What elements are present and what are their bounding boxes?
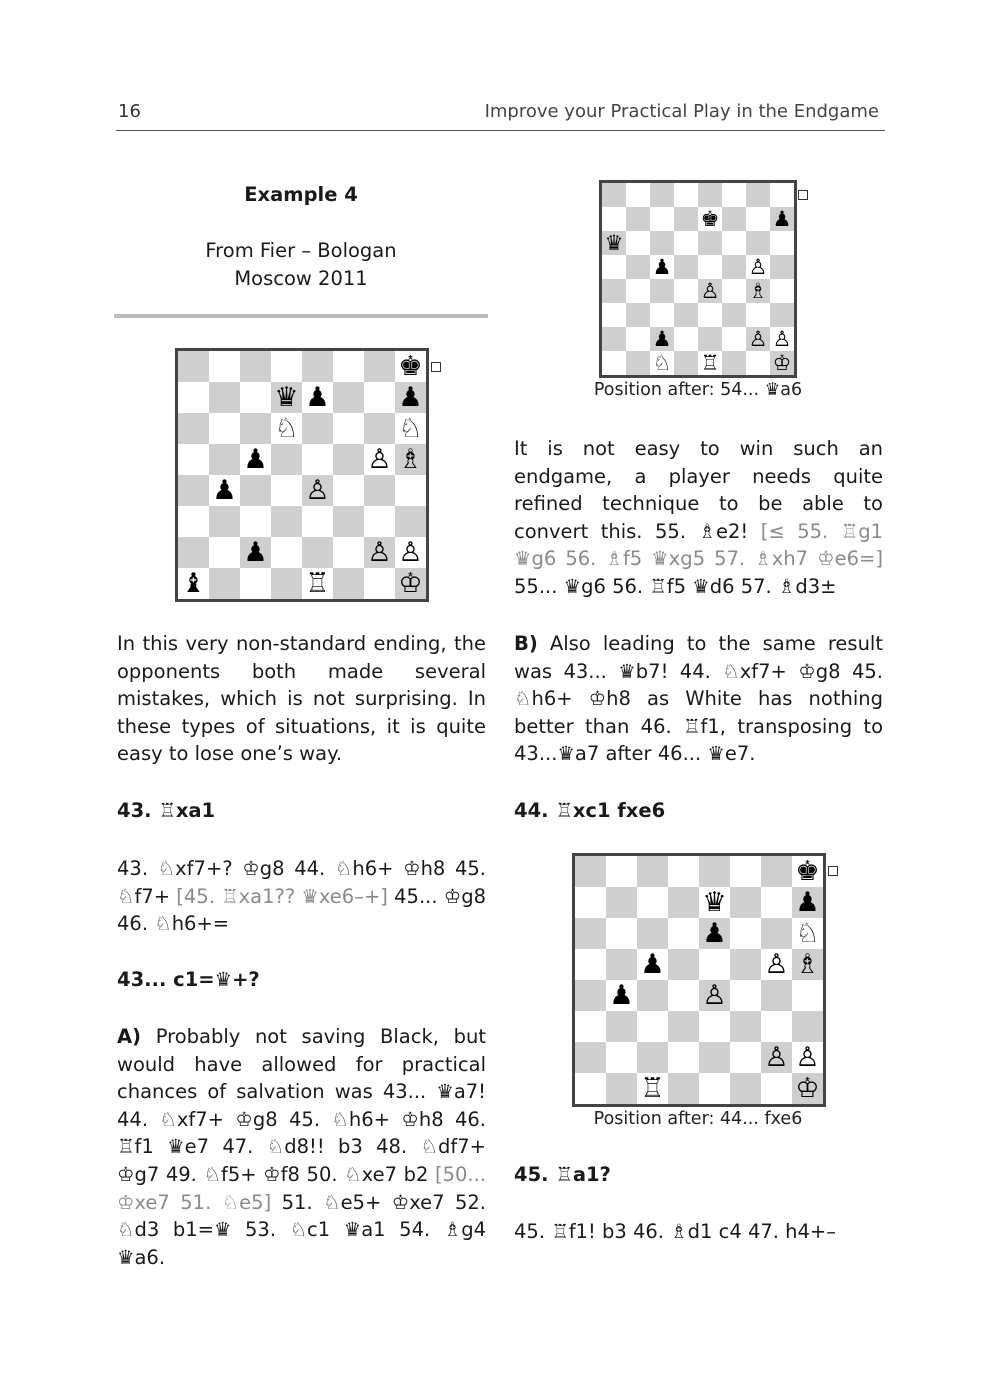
square-f6 [730,918,761,949]
square-d1 [668,1073,699,1104]
chess-board-3 [572,853,826,1107]
black-pawn-icon: ♟ [243,444,268,475]
square-d7 [271,382,302,413]
square-c1 [637,1073,668,1104]
black-pawn-icon: ♟ [640,949,665,980]
square-h2 [770,327,794,351]
square-b4 [626,279,650,303]
square-c6 [650,231,674,255]
white-bishop-icon: ♗ [398,444,423,475]
square-f8 [730,856,761,887]
square-b2 [626,327,650,351]
white-pawn-icon: ♙ [748,326,768,351]
square-a8 [178,351,209,382]
white-pawn-icon: ♙ [305,475,330,506]
square-f7 [730,887,761,918]
square-a1 [575,1073,606,1104]
move-heading: 43. ♖xa1 [117,799,216,822]
square-h3 [770,303,794,327]
white-to-move-marker [828,866,838,876]
sideline-text: [50... ♔xe7 51. ♘e5] [117,1162,486,1214]
black-king-icon: ♚ [398,351,423,382]
square-g4 [364,475,395,506]
square-d8 [674,183,698,207]
square-a2 [575,1042,606,1073]
square-e4 [302,475,333,506]
square-d7 [674,207,698,231]
square-g2 [746,327,770,351]
square-b6 [626,231,650,255]
square-d5 [668,949,699,980]
square-a4 [178,475,209,506]
square-g5 [746,255,770,279]
black-pawn-icon: ♟ [772,206,792,231]
square-e7 [699,887,730,918]
white-pawn-icon: ♙ [772,326,792,351]
square-g3 [746,303,770,327]
square-d5 [271,444,302,475]
square-a1 [178,568,209,599]
black-pawn-icon: ♟ [609,980,634,1011]
square-f1 [333,568,364,599]
square-e2 [698,327,722,351]
square-h3 [792,1011,823,1042]
square-c6 [637,918,668,949]
square-h5 [395,444,426,475]
square-e3 [698,303,722,327]
square-a5 [602,255,626,279]
square-e6 [698,231,722,255]
square-g2 [364,537,395,568]
square-a6 [602,231,626,255]
square-d5 [674,255,698,279]
white-knight-icon: ♘ [795,918,820,949]
square-h8 [770,183,794,207]
white-king-icon: ♔ [795,1073,820,1104]
square-f7 [333,382,364,413]
square-d7 [668,887,699,918]
square-c2 [650,327,674,351]
black-pawn-icon: ♟ [652,254,672,279]
square-c5 [637,949,668,980]
square-b7 [606,887,637,918]
square-f3 [730,1011,761,1042]
square-h2 [792,1042,823,1073]
square-b5 [626,255,650,279]
black-queen-icon: ♛ [702,887,727,918]
square-b3 [626,303,650,327]
square-b7 [209,382,240,413]
white-king-icon: ♔ [398,568,423,599]
square-g6 [746,231,770,255]
square-c7 [637,887,668,918]
square-a3 [178,506,209,537]
white-pawn-icon: ♙ [367,537,392,568]
square-e2 [699,1042,730,1073]
square-b8 [209,351,240,382]
square-h1 [395,568,426,599]
line-a [117,1023,486,1271]
square-g8 [364,351,395,382]
square-a4 [575,980,606,1011]
square-b5 [606,949,637,980]
black-queen-icon: ♛ [604,230,624,255]
square-g1 [761,1073,792,1104]
board-3-caption: Position after: 44... fxe6 [593,1109,803,1129]
white-pawn-icon: ♙ [398,537,423,568]
white-knight-icon: ♘ [274,413,299,444]
white-pawn-icon: ♙ [702,980,727,1011]
square-e3 [302,506,333,537]
square-c8 [637,856,668,887]
variation-last [514,1218,883,1246]
square-a7 [575,887,606,918]
square-g4 [746,279,770,303]
square-d3 [271,506,302,537]
square-e5 [698,255,722,279]
square-c5 [240,444,271,475]
square-b1 [209,568,240,599]
square-d8 [668,856,699,887]
square-d3 [674,303,698,327]
square-c3 [650,303,674,327]
square-h3 [395,506,426,537]
square-d2 [674,327,698,351]
square-a6 [575,918,606,949]
square-c4 [240,475,271,506]
square-d6 [271,413,302,444]
page-header [116,100,885,131]
line-label: A) [117,1025,142,1048]
variation-1 [117,855,486,938]
variation-text: 43. ♘xf7+? ♔g8 44. ♘h6+ ♔h8 45. ♘f7+ [117,857,486,908]
square-g3 [364,506,395,537]
square-h1 [792,1073,823,1104]
square-a8 [575,856,606,887]
square-h6 [770,231,794,255]
square-f3 [333,506,364,537]
square-f4 [333,475,364,506]
right-paragraph-1 [514,435,883,601]
black-pawn-icon: ♟ [702,918,727,949]
black-king-icon: ♚ [795,856,820,887]
square-a1 [602,351,626,375]
square-h6 [792,918,823,949]
annotation-text: It is not easy to win such an endgame, a player needs quite refined technique to be able to convert this. 55. ♗e2! [514,437,883,543]
square-h4 [792,980,823,1011]
white-to-move-marker [798,190,808,200]
square-h6 [395,413,426,444]
square-g8 [761,856,792,887]
square-h1 [770,351,794,375]
square-g7 [746,207,770,231]
square-b1 [626,351,650,375]
black-pawn-icon: ♟ [243,537,268,568]
square-f4 [722,279,746,303]
square-a3 [575,1011,606,1042]
square-h8 [792,856,823,887]
square-a4 [602,279,626,303]
square-g2 [761,1042,792,1073]
square-h5 [792,949,823,980]
square-c4 [650,279,674,303]
square-g5 [364,444,395,475]
square-g4 [761,980,792,1011]
sideline-text: [45. ♖xa1?? ♛xe6–+] [176,884,388,908]
square-e5 [302,444,333,475]
chess-board-1 [175,348,429,602]
line-text: Also leading to the same result was 43... ♛b7! 44. ♘xf7+ ♔g8 45. ♘h6+ ♔h8 as White has nothing better than 46. ♖f1, transposing to 43...♛a7 after 46... ♛e7. [514,632,883,766]
square-c8 [650,183,674,207]
white-pawn-icon: ♙ [367,444,392,475]
square-a2 [602,327,626,351]
running-title: Improve your Practical Play in the Endgame [484,101,879,122]
square-d6 [668,918,699,949]
black-king-icon: ♚ [700,206,720,231]
square-h7 [395,382,426,413]
square-g7 [761,887,792,918]
black-pawn-icon: ♟ [398,382,423,413]
square-a8 [602,183,626,207]
square-e8 [698,183,722,207]
square-g7 [364,382,395,413]
square-b4 [209,475,240,506]
square-b3 [209,506,240,537]
game-players: From Fier – Bologan [205,239,397,262]
square-c6 [240,413,271,444]
square-h2 [395,537,426,568]
square-g1 [364,568,395,599]
square-f6 [333,413,364,444]
white-rook-icon: ♖ [640,1073,665,1104]
square-f2 [333,537,364,568]
sideline-text: [≤ 55. ♖g1 ♛g6 56. ♗f5 ♛xg5 57. ♗xh7 ♔e6=] [514,519,883,571]
square-f5 [730,949,761,980]
square-f3 [722,303,746,327]
square-f2 [722,327,746,351]
square-f5 [722,255,746,279]
square-a7 [178,382,209,413]
square-e8 [302,351,333,382]
white-bishop-icon: ♗ [795,949,820,980]
square-f8 [722,183,746,207]
black-pawn-icon: ♟ [305,382,330,413]
board-2-caption: Position after: 54... ♛a6 [593,380,803,400]
square-b4 [606,980,637,1011]
intro-paragraph: In this very non-standard ending, the opponents both made several mistakes, which is not surprising. In these types of situations, it is quite easy to lose one’s way. [117,632,486,766]
chess-board-2 [599,180,797,378]
square-c1 [240,568,271,599]
square-d8 [271,351,302,382]
black-bishop-icon: ♝ [181,568,206,599]
square-c7 [240,382,271,413]
square-c3 [637,1011,668,1042]
white-king-icon: ♔ [772,350,792,375]
square-f5 [333,444,364,475]
square-f1 [722,351,746,375]
white-rook-icon: ♖ [700,350,720,375]
square-b7 [626,207,650,231]
square-e1 [698,351,722,375]
square-a3 [602,303,626,327]
square-b8 [626,183,650,207]
black-pawn-icon: ♟ [212,475,237,506]
line-text: Probably not saving Black, but would have allowed for practical chances of salvation was 43... ♛a7! 44. ♘xf7+ ♔g8 45. ♘h6+ ♔h8 46. ♖f1 ♛e7 47. ♘d8!! b3 48. ♘df7+ ♔g7 49. ♘f5+ ♔f8 50. ♘xe7 b2 [117,1025,486,1186]
line-text: 51. ♘e5+ ♔xe7 52. ♘d3 b1=♛ 53. ♘c1 ♛a1 54. ♗g4 ♛a6. [117,1190,487,1269]
square-a6 [178,413,209,444]
square-e1 [302,568,333,599]
square-b8 [606,856,637,887]
square-e4 [699,980,730,1011]
variation-text: 45... ♔g8 46. ♘h6+= [117,884,486,936]
white-rook-icon: ♖ [305,568,330,599]
square-h7 [770,207,794,231]
square-c4 [637,980,668,1011]
white-pawn-icon: ♙ [795,1042,820,1073]
white-pawn-icon: ♙ [764,1042,789,1073]
square-a5 [178,444,209,475]
square-e1 [699,1073,730,1104]
square-c1 [650,351,674,375]
square-e6 [302,413,333,444]
square-b3 [606,1011,637,1042]
square-f1 [730,1073,761,1104]
square-c3 [240,506,271,537]
black-pawn-icon: ♟ [795,887,820,918]
square-c5 [650,255,674,279]
square-e3 [699,1011,730,1042]
square-e2 [302,537,333,568]
square-h7 [792,887,823,918]
square-a7 [602,207,626,231]
game-venue: Moscow 2011 [234,267,368,290]
example-title: Example 4 [244,183,358,206]
line-b [514,630,883,768]
square-b1 [606,1073,637,1104]
square-f7 [722,207,746,231]
white-pawn-icon: ♙ [748,254,768,279]
square-d2 [271,537,302,568]
square-e5 [699,949,730,980]
square-e4 [698,279,722,303]
move-heading: 43... c1=♛+? [117,968,260,991]
square-e8 [699,856,730,887]
square-g1 [746,351,770,375]
square-d6 [674,231,698,255]
section-divider [114,314,488,318]
white-bishop-icon: ♗ [748,278,768,303]
square-d4 [668,980,699,1011]
square-g6 [364,413,395,444]
square-e6 [699,918,730,949]
square-e7 [698,207,722,231]
white-knight-icon: ♘ [398,413,423,444]
square-d2 [668,1042,699,1073]
square-h4 [770,279,794,303]
black-pawn-icon: ♟ [652,326,672,351]
square-b6 [606,918,637,949]
left-intro [117,630,486,768]
square-f6 [722,231,746,255]
square-a2 [178,537,209,568]
square-c7 [650,207,674,231]
square-f4 [730,980,761,1011]
square-b5 [209,444,240,475]
square-g8 [746,183,770,207]
square-b2 [209,537,240,568]
variation-text: 45. ♖f1! b3 46. ♗d1 c4 47. h4+– [514,1220,837,1243]
square-g3 [761,1011,792,1042]
square-f2 [730,1042,761,1073]
square-b2 [606,1042,637,1073]
square-d1 [674,351,698,375]
square-a5 [575,949,606,980]
square-c8 [240,351,271,382]
annotation-text: 55... ♛g6 56. ♖f5 ♛d6 57. ♗d3± [514,574,837,598]
line-label: B) [514,632,538,655]
square-d3 [668,1011,699,1042]
square-h8 [395,351,426,382]
white-knight-icon: ♘ [652,350,672,375]
page-number: 16 [118,101,141,122]
black-queen-icon: ♛ [274,382,299,413]
square-c2 [637,1042,668,1073]
move-heading: 45. ♖a1? [514,1163,611,1186]
square-c2 [240,537,271,568]
square-g5 [761,949,792,980]
white-pawn-icon: ♙ [764,949,789,980]
square-d1 [271,568,302,599]
white-pawn-icon: ♙ [700,278,720,303]
square-h4 [395,475,426,506]
white-to-move-marker [431,362,441,372]
square-f8 [333,351,364,382]
square-b6 [209,413,240,444]
square-d4 [271,475,302,506]
move-heading: 44. ♖xc1 fxe6 [514,799,666,822]
square-h5 [770,255,794,279]
square-g6 [761,918,792,949]
square-e7 [302,382,333,413]
square-d4 [674,279,698,303]
